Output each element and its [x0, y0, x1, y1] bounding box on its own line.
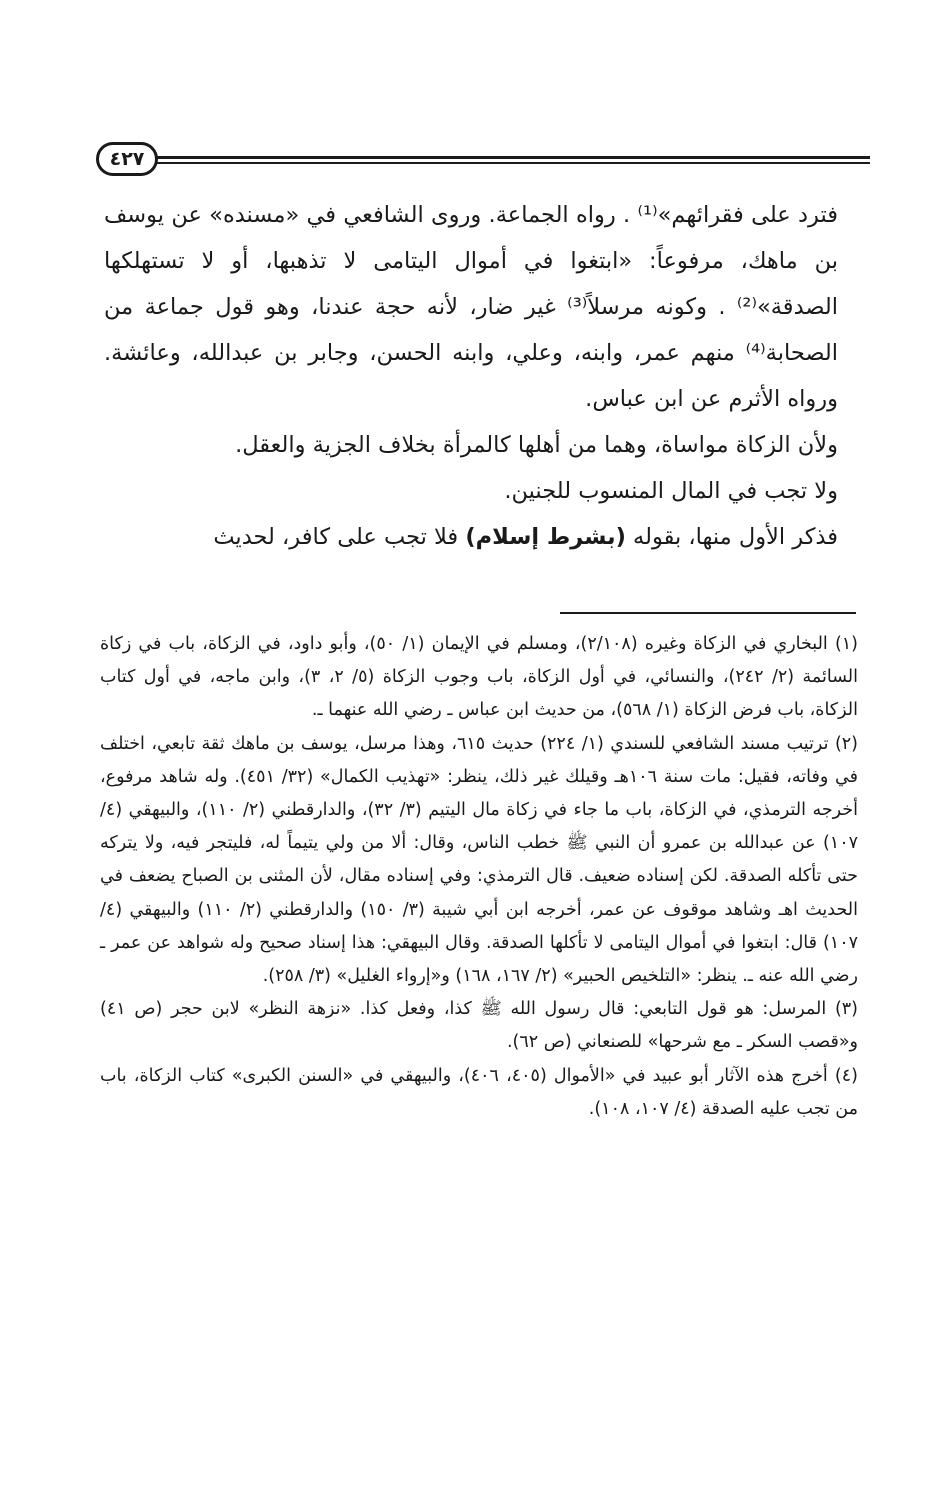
header-rule-thin: [156, 162, 870, 164]
footnote-text: أخرج هذه الآثار أبو عبيد في «الأموال (٤٠٥، ٤٠٦)، والبيهقي في «السنن الكبرى» كتاب الزكاة، باب من تجب عليه الصدقة (٤/ ١٠٧، ١٠٨).: [100, 1065, 858, 1119]
footnote-4: [100, 1060, 858, 1126]
footnote-text: المرسل: هو قول التابعي: قال رسول الله ﷺ كذا، وفعل كذا. «نزهة النظر» لابن حجر (ص ٤١) و«قصب السكر ـ مع شرحها» للصنعاني (ص ٦٢).: [100, 999, 858, 1053]
footnote-number: (١): [834, 634, 858, 654]
paragraph-1: فترد على فقرائهم»⁽¹⁾ . رواه الجماعة. وروى الشافعي في «مسنده» عن يوسف بن ماهك، مرفوعاً: «ابتغوا في أموال اليتامى لا تذهبها، أو لا تستهلكها الصدقة»⁽²⁾ . وكونه مرسلاً⁽³⁾ غير ضار، لأنه حجة عندنا، وهو قول جماعة من الصحابة⁽⁴⁾ منهم عمر، وابنه، وعلي، وابنه الحسن، وجابر بن عبدالله، وعائشة. ورواه الأثرم عن ابن عباس.: [104, 202, 838, 412]
footnote-number: (٢): [834, 733, 858, 754]
footnote-2: [100, 728, 858, 994]
footnote-text: ترتيب مسند الشافعي للسندي (١/ ٢٢٤) حديث ٦١٥، وهذا مرسل، يوسف بن ماهك ثقة تابعي، اختلف في وفاته، فقيل: مات سنة ١٠٦هـ وقيلك غير ذلك، ينظر: «تهذيب الكمال» (٣٢/ ٤٥١). وله شاهد مرفوع، أخرجه الترمذي، في الزكاة، باب ما جاء في زكاة مال اليتيم (٣/ ٣٢)، والدارقطني (٢/ ١١٠)، والبيهقي (٤/ ١٠٧) عن عبدالله بن عمرو أن النبي ﷺ خطب الناس، وقال: ألا من ولي يتيماً له، فليتجر فيه، ولا يتركه حتى تأكله الصدقة. لكن إسناده ضعيف. قال الترمذي: وفي إسناده مقال، لأن المثنى بن الصباح يضعف في الحديث اهـ وشاهد موقوف عن عمر، أخرجه ابن أبي شيبة (٣/ ١٥٠) والدارقطني (٢/ ١١٠) والبيهقي (٤/ ١٠٧) قال: ابتغوا في أموال اليتامى لا تأكلها الصدقة. وقال البيهقي: هذا إسناد صحيح وله شواهد عن عمر ـ رضي الله عنه ـ. ينظر: «التلخيص الحبير» (٢/ ١٦٧، ١٦٨) و«إرواء الغليل» (٣/ ٢٥٨).: [100, 733, 858, 987]
footnote-number: (٣): [834, 999, 858, 1020]
main-text: [104, 192, 838, 560]
paragraph-3: ولا تجب في المال المنسوب للجنين.: [504, 478, 838, 504]
footnotes: [100, 628, 858, 1126]
footnote-1: [100, 628, 858, 728]
header-rule: [156, 156, 870, 159]
footnote-separator: [560, 612, 856, 614]
paragraph-4-lead: فذكر الأول منها، بقوله: [625, 524, 838, 550]
footnote-number: (٤): [834, 1065, 858, 1086]
paragraph-2: ولأن الزكاة مواساة، وهما من أهلها كالمرأة بخلاف الجزية والعقل.: [235, 432, 838, 458]
paragraph-4-tail: فلا تجب على كافر، لحديث: [213, 524, 466, 550]
page-header: [96, 140, 870, 180]
footnote-text: البخاري في الزكاة وغيره (٢/١٠٨)، ومسلم في الإيمان (١/ ٥٠)، وأبو داود، في الزكاة، باب في زكاة السائمة (٢/ ٢٤٢)، والنسائي، في أول الزكاة، باب وجوب الزكاة (٥/ ٢، ٣)، وابن ماجه، في أول كتاب الزكاة، باب فرض الزكاة (١/ ٥٦٨)، من حديث ابن عباس ـ رضي الله عنهما ـ.: [100, 634, 858, 721]
matn-quote: (بشرط إسلام): [465, 524, 626, 550]
footnote-3: [100, 993, 858, 1059]
page-number: ٤٢٧: [96, 142, 158, 176]
paragraph-4: [104, 514, 838, 560]
